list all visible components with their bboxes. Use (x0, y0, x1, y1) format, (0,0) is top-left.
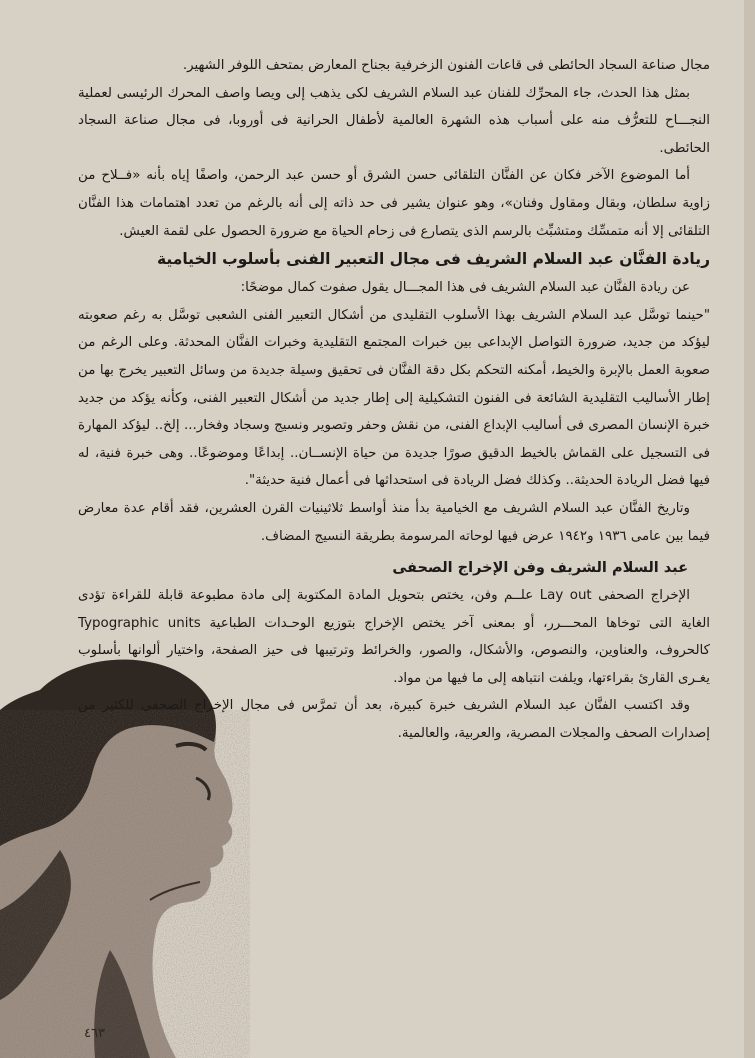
paragraph-5: وتاريخ الفنَّان عبد السلام الشريف مع الخيامية بدأ منذ أواسط ثلاثينيات القرن العشرين، فقد أقام عدة معارض فيما بين عامى ١٩٣٦ و١٩٤٢ عرض فيها لوحاته المرسومة بطريقة النسيج المضاف. (78, 500, 710, 544)
paragraph-2: بمثل هذا الحدث، جاء المحرِّك للفنان عبد السلام الشريف لكى يذهب إلى ويصا واصف المحرك الرئيسى لعملية النجـــاح للتعرُّف منه على أسباب هذه الشهرة العالمية لأطفال الحرانية فى أوروبا، فى مجال صناعة السجاد الحائطى. (78, 85, 710, 156)
quotation: "حينما توسَّل عبد السلام الشريف بهذا الأسلوب التقليدى من أشكال التعبير الفنى الشعبى توسَّل به رغم صعوبته ليؤكد من جديد، ضرورة التواصل الإبداعى بين خبرات المجتمع التقليدية وخبرات الفنَّان المحدثة. وعلى الرغم من صعوبة العمل بالإبرة والخيط، أمكنه التحكم بكل دقة الفنَّان فى تحقيق وسيلة جديدة من وسائل التعبير يخرج بها من إطار الأساليب التقليدية الشائعة فى الفنون التشكيلية إلى إطار جديد من أشكال التعبير الفنى، وكأنه يؤكد من جديد خبرة الإنسان المصرى فى أساليب الإبداع الفنى، من نقش وحفر وتصوير ونسيج وسجاد وفخار... إلخ.. ليؤكد المهارة فى التسجيل على القماش بالخيط الدقيق صورًا جديدة من حياة الإنســان.. إبداعًا وموضوعًا.. وهى خبرة فنية، له فيها فضل الريادة الحديثة.. وكذلك فضل الريادة فى استحداثها فى أعمال فنية حديثة". (78, 307, 710, 489)
paragraph-6: الإخراج الصحفى Lay out علــم وفن، يختص بتحويل المادة المكتوبة إلى مادة مطبوعة قابلة للقراءة تؤدى الغاية التى توخاها المحـــرر، أو بمعنى آخر يختص الإخراج بتوزيع الوحـدات الطباعية Typographic units كالحروف، والعناوين، والنصوص، والأشكال، والصور، والخرائط وترتيبها فى حيز الصفحة، واختيار ألوانها بأسلوب يغـرى القارئ بقراءتها، ويلفت انتباهه إلى ما فيها من مواد. (78, 588, 710, 686)
paragraph-1: مجال صناعة السجاد الحائطى فى قاعات الفنون الزخرفية بجناح المعارض بمتحف اللوفر الشهير. (182, 58, 710, 73)
section-heading-layout: عبد السلام الشريف وفن الإخراج الصحفى (392, 560, 688, 577)
paragraph-4: عن ريادة الفنَّان عبد السلام الشريف فى هذا المجـــال يقول صفوت كمال موضحًا: (240, 280, 690, 296)
paragraph-3: أما الموضوع الآخر فكان عن الفنَّان التلقائى حسن الشرق أو حسن عبد الرحمن، واصفًا إياه بأنه «فــلاح من زاوية سلطان، وبقال ومقاول وفنان»، وهو عنوان يشير فى حد ذاته إلى أنه بالرغم من تعدد اهتمامات هذا الفنَّان التلقائى إلا أنه متمسِّك ومتشبِّث بالرسم الذى يتصارع فى زحام الحياة مع ضرورة الحصول على لقمة العيش. (78, 168, 710, 239)
page-number: ٤٦٣ (84, 1026, 105, 1041)
article-body (78, 52, 710, 748)
paragraph-7: وقد اكتسب الفنَّان عبد السلام الشريف خبرة كبيرة، بعد أن تمرَّس فى مجال الإخراج الصحفى للكثير من إصدارات الصحف والمجلات المصرية، والعربية، والعالمية. (78, 698, 710, 742)
section-heading-khayamiya: ريادة الفنَّان عبد السلام الشريف فى مجال التعبير الفنى بأسلوب الخيامية (157, 250, 710, 269)
